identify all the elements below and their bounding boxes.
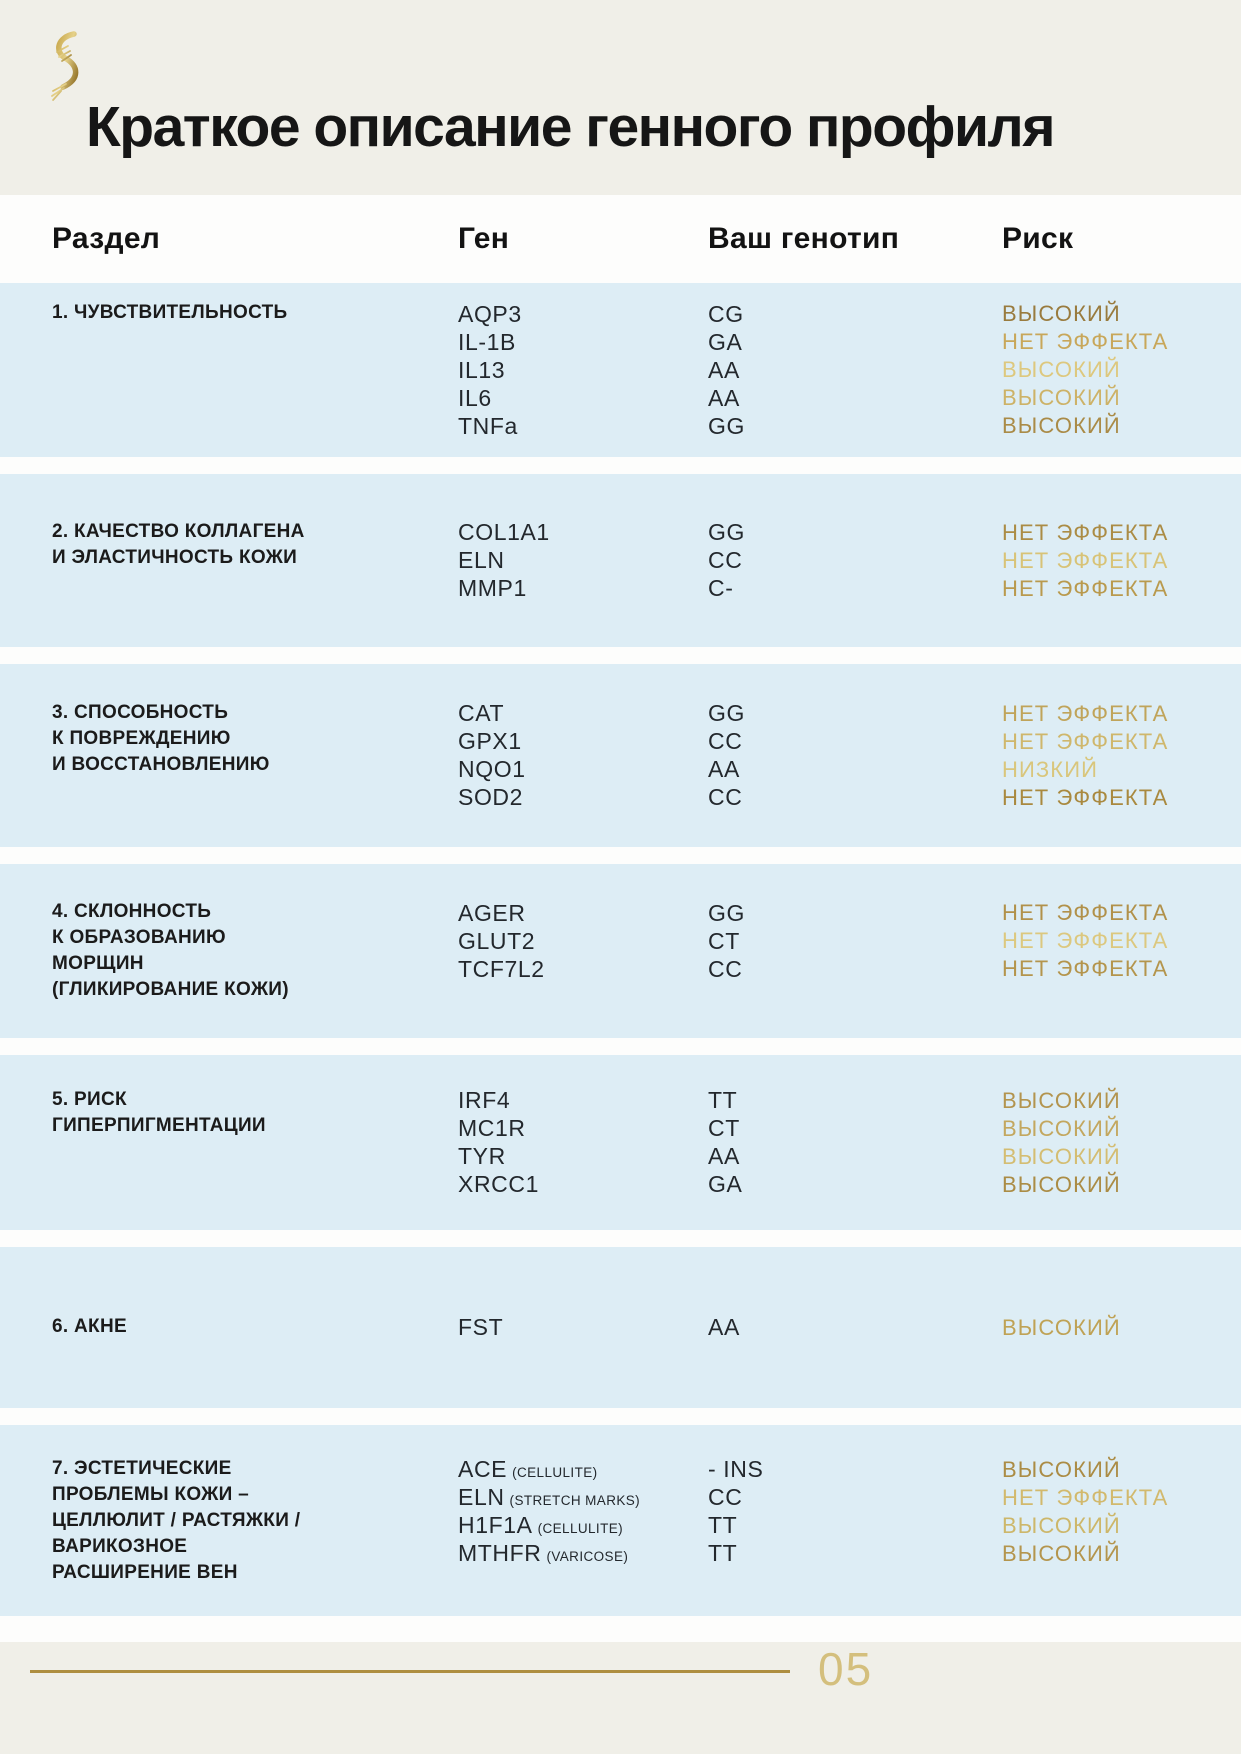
genotype-cell: AA xyxy=(708,1143,740,1169)
genotype-cell: CG xyxy=(708,300,744,327)
gene-cell: FST xyxy=(458,1314,504,1340)
section-band-5 xyxy=(0,1055,1241,1230)
section-gap xyxy=(0,647,1241,664)
section-label-line: И ЭЛАСТИЧНОСТЬ КОЖИ xyxy=(52,546,298,568)
genotype-cell: CC xyxy=(708,1484,743,1510)
section-band-4 xyxy=(0,864,1241,1038)
section-label-line: 7. ЭСТЕТИЧЕСКИЕ xyxy=(52,1457,232,1479)
table-row xyxy=(458,1484,1241,1512)
section-label-line: 4. СКЛОННОСТЬ xyxy=(52,901,212,922)
gene-cell: AGER xyxy=(458,899,526,926)
column-header-gene: Ген xyxy=(458,222,510,255)
gene-cell: CAT xyxy=(458,700,505,726)
table-row xyxy=(458,547,1241,575)
genotype-cell: AA xyxy=(708,356,740,383)
table-row xyxy=(458,1540,1241,1568)
gene-cell: SOD2 xyxy=(458,784,524,810)
gene-cell: ELN (STRETCH MARKS) xyxy=(458,1484,641,1510)
section-rows xyxy=(458,1456,1241,1568)
table-row xyxy=(458,412,1241,440)
column-header-risk: Риск xyxy=(1002,222,1074,255)
section-band-6 xyxy=(0,1247,1241,1408)
risk-cell: НЕТ ЭФФЕКТА xyxy=(1002,575,1169,601)
gene-cell: IRF4 xyxy=(458,1087,511,1113)
section-band-1 xyxy=(0,283,1241,457)
table-row xyxy=(458,356,1241,384)
bottom-divider xyxy=(0,1616,1241,1642)
risk-cell: ВЫСОКИЙ xyxy=(1002,1512,1121,1538)
section-label-line: ВАРИКОЗНОЕ xyxy=(52,1535,188,1557)
risk-cell: ВЫСОКИЙ xyxy=(1002,1115,1121,1141)
section-label-line: МОРЩИН xyxy=(52,953,144,974)
section-label xyxy=(0,300,458,326)
section-label xyxy=(0,899,458,1003)
gene-note: (VARICOSE) xyxy=(546,1549,629,1564)
section-rows xyxy=(458,1087,1241,1199)
risk-cell: НЕТ ЭФФЕКТА xyxy=(1002,519,1169,545)
gene-note: (CELLULITE) xyxy=(512,1465,598,1480)
section-gap xyxy=(0,847,1241,864)
section-label-line: 6. АКНЕ xyxy=(52,1315,127,1337)
page-title: Краткое описание генного профиля xyxy=(86,95,1054,159)
genotype-cell: GG xyxy=(708,412,745,439)
dna-logo-icon xyxy=(44,30,86,106)
gene-cell: ELN xyxy=(458,547,505,573)
section-rows xyxy=(458,1314,1241,1342)
section-label xyxy=(0,700,458,778)
table-row xyxy=(458,1512,1241,1540)
table-row xyxy=(458,1456,1241,1484)
section-rows xyxy=(458,899,1241,983)
section-label-line: ПРОБЛЕМЫ КОЖИ – xyxy=(52,1483,250,1505)
gene-cell: IL13 xyxy=(458,356,506,383)
risk-cell: НЕТ ЭФФЕКТА xyxy=(1002,928,1169,953)
gene-cell: TYR xyxy=(458,1143,506,1169)
section-label-line: К ПОВРЕЖДЕНИЮ xyxy=(52,727,231,749)
table-row xyxy=(458,700,1241,728)
section-label-line: 1. ЧУВСТВИТЕЛЬНОСТЬ xyxy=(52,302,288,323)
risk-cell: ВЫСОКИЙ xyxy=(1002,301,1121,326)
gene-cell: GLUT2 xyxy=(458,927,536,954)
section-band-2 xyxy=(0,474,1241,647)
risk-cell: НЕТ ЭФФЕКТА xyxy=(1002,700,1169,726)
section-gap xyxy=(0,1038,1241,1055)
genotype-cell: C- xyxy=(708,575,734,601)
genotype-cell: CC xyxy=(708,955,743,982)
genotype-cell: GG xyxy=(708,700,745,726)
table-row xyxy=(458,756,1241,784)
section-label xyxy=(0,1087,458,1139)
section-label-line: И ВОССТАНОВЛЕНИЮ xyxy=(52,753,270,775)
table-row xyxy=(458,519,1241,547)
risk-cell: НЕТ ЭФФЕКТА xyxy=(1002,900,1169,925)
table-row xyxy=(458,1314,1241,1342)
section-rows xyxy=(458,700,1241,812)
section-label xyxy=(0,1314,458,1340)
page-footer xyxy=(0,1642,1241,1754)
risk-cell: НЕТ ЭФФЕКТА xyxy=(1002,329,1169,354)
section-gap xyxy=(0,1408,1241,1425)
section-label-line: РАСШИРЕНИЕ ВЕН xyxy=(52,1561,238,1583)
page-number: 05 xyxy=(818,1643,874,1695)
section-label xyxy=(0,1456,458,1586)
genotype-cell: CC xyxy=(708,784,743,810)
section-rows xyxy=(458,300,1241,440)
section-label-line: 3. СПОСОБНОСТЬ xyxy=(52,701,229,723)
column-header-section: Раздел xyxy=(52,222,161,255)
gene-note: (STRETCH MARKS) xyxy=(509,1493,641,1508)
footer-gold-line xyxy=(30,1670,790,1673)
section-rows xyxy=(458,519,1241,603)
genotype-cell: GG xyxy=(708,519,745,545)
risk-cell: ВЫСОКИЙ xyxy=(1002,1314,1121,1340)
risk-cell: ВЫСОКИЙ xyxy=(1002,1456,1121,1482)
page-header xyxy=(0,0,1241,195)
genotype-cell: TT xyxy=(708,1087,738,1113)
section-gap xyxy=(0,1230,1241,1247)
gene-cell: XRCC1 xyxy=(458,1171,539,1197)
risk-cell: НИЗКИЙ xyxy=(1002,756,1099,782)
genotype-cell: AA xyxy=(708,384,740,411)
genotype-cell: TT xyxy=(708,1540,738,1566)
risk-cell: ВЫСОКИЙ xyxy=(1002,357,1121,382)
genotype-cell: - INS xyxy=(708,1456,764,1482)
table-row xyxy=(458,927,1241,955)
risk-cell: НЕТ ЭФФЕКТА xyxy=(1002,728,1169,754)
risk-cell: НЕТ ЭФФЕКТА xyxy=(1002,547,1169,573)
gene-cell: COL1A1 xyxy=(458,519,550,545)
genotype-cell: TT xyxy=(708,1512,738,1538)
genotype-cell: GG xyxy=(708,899,745,926)
table-row xyxy=(458,1143,1241,1171)
section-label-line: ЦЕЛЛЮЛИТ / РАСТЯЖКИ / xyxy=(52,1509,301,1531)
genotype-cell: GA xyxy=(708,1171,743,1197)
table-row xyxy=(458,1171,1241,1199)
gene-cell: ACE (CELLULITE) xyxy=(458,1456,598,1482)
section-label-line: К ОБРАЗОВАНИЮ xyxy=(52,927,226,948)
section-gap xyxy=(0,457,1241,474)
table-row xyxy=(458,328,1241,356)
column-header-genotype: Ваш генотип xyxy=(708,222,900,255)
gene-cell: NQO1 xyxy=(458,756,526,782)
genotype-cell: CT xyxy=(708,1115,740,1141)
risk-cell: ВЫСОКИЙ xyxy=(1002,1171,1121,1197)
table-row xyxy=(458,899,1241,927)
gene-cell: TCF7L2 xyxy=(458,955,545,982)
section-label-line: (ГЛИКИРОВАНИЕ КОЖИ) xyxy=(52,979,289,1000)
risk-cell: НЕТ ЭФФЕКТА xyxy=(1002,784,1169,810)
gene-note: (CELLULITE) xyxy=(537,1521,624,1536)
table-row xyxy=(458,300,1241,328)
risk-cell: ВЫСОКИЙ xyxy=(1002,1143,1121,1169)
gene-cell: IL-1B xyxy=(458,328,516,355)
gene-cell: TNFa xyxy=(458,412,518,439)
genotype-cell: CT xyxy=(708,927,740,954)
genotype-cell: AA xyxy=(708,756,740,782)
table-row xyxy=(458,784,1241,812)
section-band-7 xyxy=(0,1425,1241,1616)
table-body xyxy=(0,283,1241,1616)
section-label-line: 5. РИСК xyxy=(52,1088,127,1110)
gene-cell: IL6 xyxy=(458,384,492,411)
risk-cell: ВЫСОКИЙ xyxy=(1002,385,1121,410)
risk-cell: НЕТ ЭФФЕКТА xyxy=(1002,956,1169,981)
table-row xyxy=(458,384,1241,412)
section-label-line: 2. КАЧЕСТВО КОЛЛАГЕНА xyxy=(52,520,305,542)
gene-cell: AQP3 xyxy=(458,300,522,327)
genotype-cell: AA xyxy=(708,1314,740,1340)
table-row xyxy=(458,728,1241,756)
genotype-cell: CC xyxy=(708,547,743,573)
table-row xyxy=(458,955,1241,983)
section-band-3 xyxy=(0,664,1241,847)
gene-cell: MC1R xyxy=(458,1115,526,1141)
risk-cell: НЕТ ЭФФЕКТА xyxy=(1002,1484,1169,1510)
gene-cell: GPX1 xyxy=(458,728,522,754)
gene-cell: MTHFR (VARICOSE) xyxy=(458,1540,629,1566)
table-row xyxy=(458,1115,1241,1143)
table-row xyxy=(458,575,1241,603)
section-label xyxy=(0,519,458,571)
table-header-row xyxy=(0,195,1241,283)
risk-cell: ВЫСОКИЙ xyxy=(1002,413,1121,438)
section-label-line: ГИПЕРПИГМЕНТАЦИИ xyxy=(52,1114,266,1136)
risk-cell: ВЫСОКИЙ xyxy=(1002,1087,1121,1113)
gene-cell: MMP1 xyxy=(458,575,527,601)
table-row xyxy=(458,1087,1241,1115)
genotype-cell: GA xyxy=(708,328,743,355)
risk-cell: ВЫСОКИЙ xyxy=(1002,1540,1121,1566)
gene-cell: H1F1A (CELLULITE) xyxy=(458,1512,624,1538)
genotype-cell: CC xyxy=(708,728,743,754)
